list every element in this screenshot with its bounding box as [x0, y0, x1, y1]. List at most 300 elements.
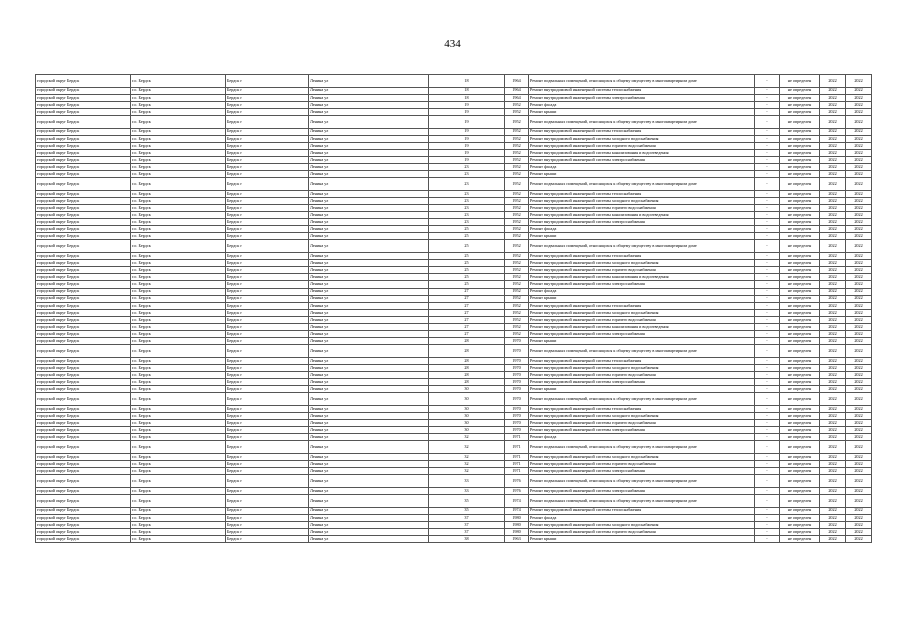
- cell-house-number: 37: [429, 528, 505, 535]
- cell-build-year: 1952: [505, 226, 529, 233]
- cell-build-year: 1952: [505, 108, 529, 115]
- cell-dash: -: [755, 405, 780, 412]
- cell-status: не определен: [780, 101, 820, 108]
- cell-street: Ленина ул: [309, 427, 429, 434]
- table-row: [36, 487, 872, 494]
- cell-year-end: 2022: [846, 434, 872, 441]
- cell-work-type: Ремонт фасада: [529, 288, 755, 295]
- cell-build-year: 1980: [505, 528, 529, 535]
- cell-settlement: г.о. Бердск: [131, 372, 226, 379]
- cell-city: Бердск г: [226, 233, 309, 240]
- cell-street: Ленина ул: [309, 454, 429, 461]
- cell-settlement: г.о. Бердск: [131, 295, 226, 302]
- cell-year-end: 2022: [846, 295, 872, 302]
- cell-status: не определен: [780, 302, 820, 309]
- cell-year-start: 2022: [820, 197, 846, 204]
- cell-year-start: 2022: [820, 101, 846, 108]
- cell-work-type: Ремонт внутридомовой инженерной системы горячего водоснабжения: [529, 142, 755, 149]
- cell-year-start: 2022: [820, 357, 846, 364]
- cell-build-year: 1970: [505, 357, 529, 364]
- cell-work-type: Ремонт внутридомовой инженерной системы электроснабжения: [529, 219, 755, 226]
- cell-settlement: г.о. Бердск: [131, 135, 226, 142]
- cell-work-type: Ремонт подвальных помещений, относящихся к общему имуществу в многоквартирном доме: [529, 494, 755, 507]
- cell-build-year: 1952: [505, 240, 529, 253]
- table-row: [36, 434, 872, 441]
- cell-year-start: 2022: [820, 156, 846, 163]
- table-row: [36, 475, 872, 488]
- cell-year-end: 2022: [846, 507, 872, 514]
- cell-year-end: 2022: [846, 441, 872, 454]
- table-row: [36, 379, 872, 386]
- cell-dash: -: [755, 219, 780, 226]
- cell-street: Ленина ул: [309, 441, 429, 454]
- cell-city: Бердск г: [226, 487, 309, 494]
- cell-settlement: г.о. Бердск: [131, 528, 226, 535]
- table-row: [36, 364, 872, 371]
- cell-city: Бердск г: [226, 379, 309, 386]
- cell-year-end: 2022: [846, 309, 872, 316]
- cell-year-start: 2022: [820, 142, 846, 149]
- cell-house-number: 35: [429, 507, 505, 514]
- cell-build-year: 1980: [505, 514, 529, 521]
- cell-year-end: 2022: [846, 115, 872, 128]
- table-row: [36, 135, 872, 142]
- cell-street: Ленина ул: [309, 302, 429, 309]
- cell-build-year: 1971: [505, 468, 529, 475]
- cell-house-number: 25: [429, 260, 505, 267]
- cell-year-end: 2022: [846, 302, 872, 309]
- cell-year-end: 2022: [846, 171, 872, 178]
- cell-year-start: 2022: [820, 164, 846, 171]
- cell-work-type: Ремонт подвальных помещений, относящихся к общему имуществу в многоквартирном доме: [529, 345, 755, 358]
- cell-house-number: 23: [429, 197, 505, 204]
- cell-municipality: городской округ Бердск: [36, 197, 131, 204]
- cell-build-year: 1952: [505, 142, 529, 149]
- cell-settlement: г.о. Бердск: [131, 324, 226, 331]
- cell-settlement: г.о. Бердск: [131, 260, 226, 267]
- cell-settlement: г.о. Бердск: [131, 233, 226, 240]
- cell-build-year: 1952: [505, 171, 529, 178]
- cell-status: не определен: [780, 316, 820, 323]
- table-row: [36, 87, 872, 94]
- cell-house-number: 19: [429, 156, 505, 163]
- cell-year-end: 2022: [846, 331, 872, 338]
- cell-municipality: городской округ Бердск: [36, 434, 131, 441]
- cell-street: Ленина ул: [309, 405, 429, 412]
- cell-municipality: городской округ Бердск: [36, 461, 131, 468]
- cell-city: Бердск г: [226, 178, 309, 191]
- table-row: [36, 316, 872, 323]
- cell-settlement: г.о. Бердск: [131, 420, 226, 427]
- cell-year-end: 2022: [846, 274, 872, 281]
- cell-dash: -: [755, 281, 780, 288]
- cell-dash: -: [755, 316, 780, 323]
- cell-build-year: 1980: [505, 521, 529, 528]
- cell-house-number: 25: [429, 240, 505, 253]
- cell-street: Ленина ул: [309, 528, 429, 535]
- cell-city: Бердск г: [226, 427, 309, 434]
- cell-work-type: Ремонт подвальных помещений, относящихся к общему имуществу в многоквартирном доме: [529, 240, 755, 253]
- cell-street: Ленина ул: [309, 190, 429, 197]
- cell-build-year: 1970: [505, 413, 529, 420]
- cell-year-end: 2022: [846, 316, 872, 323]
- cell-year-start: 2022: [820, 535, 846, 542]
- cell-status: не определен: [780, 295, 820, 302]
- cell-street: Ленина ул: [309, 295, 429, 302]
- cell-status: не определен: [780, 405, 820, 412]
- cell-settlement: г.о. Бердск: [131, 507, 226, 514]
- cell-municipality: городской округ Бердск: [36, 324, 131, 331]
- cell-status: не определен: [780, 190, 820, 197]
- cell-year-end: 2022: [846, 487, 872, 494]
- cell-street: Ленина ул: [309, 226, 429, 233]
- cell-year-start: 2022: [820, 128, 846, 135]
- cell-work-type: Ремонт крыши: [529, 171, 755, 178]
- cell-year-start: 2022: [820, 205, 846, 212]
- cell-work-type: Ремонт фасада: [529, 164, 755, 171]
- cell-work-type: Ремонт внутридомовой инженерной системы теплоснабжения: [529, 405, 755, 412]
- cell-build-year: 1970: [505, 364, 529, 371]
- cell-work-type: Ремонт фасада: [529, 226, 755, 233]
- cell-municipality: городской округ Бердск: [36, 475, 131, 488]
- cell-work-type: Ремонт внутридомовой инженерной системы горячего водоснабжения: [529, 316, 755, 323]
- cell-year-end: 2022: [846, 494, 872, 507]
- cell-year-start: 2022: [820, 514, 846, 521]
- cell-dash: -: [755, 128, 780, 135]
- cell-status: не определен: [780, 379, 820, 386]
- cell-year-end: 2022: [846, 345, 872, 358]
- cell-status: не определен: [780, 197, 820, 204]
- cell-dash: -: [755, 142, 780, 149]
- cell-house-number: 30: [429, 386, 505, 393]
- cell-build-year: 1970: [505, 427, 529, 434]
- cell-house-number: 28: [429, 372, 505, 379]
- cell-build-year: 1952: [505, 309, 529, 316]
- cell-street: Ленина ул: [309, 331, 429, 338]
- cell-house-number: 28: [429, 338, 505, 345]
- cell-house-number: 33: [429, 487, 505, 494]
- cell-municipality: городской округ Бердск: [36, 205, 131, 212]
- cell-work-type: Ремонт внутридомовой инженерной системы холодного водоснабжения: [529, 135, 755, 142]
- cell-build-year: 1970: [505, 345, 529, 358]
- cell-settlement: г.о. Бердск: [131, 379, 226, 386]
- cell-year-start: 2022: [820, 253, 846, 260]
- cell-settlement: г.о. Бердск: [131, 441, 226, 454]
- cell-status: не определен: [780, 494, 820, 507]
- cell-year-end: 2022: [846, 267, 872, 274]
- cell-work-type: Ремонт внутридомовой инженерной системы теплоснабжения: [529, 253, 755, 260]
- cell-city: Бердск г: [226, 156, 309, 163]
- cell-street: Ленина ул: [309, 94, 429, 101]
- cell-status: не определен: [780, 253, 820, 260]
- cell-dash: -: [755, 427, 780, 434]
- cell-year-start: 2022: [820, 302, 846, 309]
- table-row: [36, 115, 872, 128]
- cell-municipality: городской округ Бердск: [36, 487, 131, 494]
- cell-city: Бердск г: [226, 142, 309, 149]
- cell-dash: -: [755, 274, 780, 281]
- cell-settlement: г.о. Бердск: [131, 514, 226, 521]
- cell-settlement: г.о. Бердск: [131, 494, 226, 507]
- cell-work-type: Ремонт внутридомовой инженерной системы канализования и водоотведения: [529, 324, 755, 331]
- cell-work-type: Ремонт внутридомовой инженерной системы горячего водоснабжения: [529, 420, 755, 427]
- cell-municipality: городской округ Бердск: [36, 514, 131, 521]
- cell-house-number: 27: [429, 316, 505, 323]
- cell-year-start: 2022: [820, 149, 846, 156]
- cell-work-type: Ремонт крыши: [529, 386, 755, 393]
- table-row: [36, 75, 872, 88]
- table-row: [36, 197, 872, 204]
- cell-status: не определен: [780, 372, 820, 379]
- cell-settlement: г.о. Бердск: [131, 164, 226, 171]
- cell-house-number: 28: [429, 379, 505, 386]
- cell-status: не определен: [780, 338, 820, 345]
- table-row: [36, 441, 872, 454]
- cell-city: Бердск г: [226, 267, 309, 274]
- cell-municipality: городской округ Бердск: [36, 267, 131, 274]
- cell-municipality: городской округ Бердск: [36, 260, 131, 267]
- cell-year-end: 2022: [846, 535, 872, 542]
- table-row: [36, 468, 872, 475]
- cell-status: не определен: [780, 364, 820, 371]
- cell-house-number: 18: [429, 75, 505, 88]
- cell-status: не определен: [780, 135, 820, 142]
- cell-house-number: 37: [429, 521, 505, 528]
- cell-year-end: 2022: [846, 212, 872, 219]
- cell-work-type: Ремонт внутридомовой инженерной системы холодного водоснабжения: [529, 197, 755, 204]
- cell-year-start: 2022: [820, 135, 846, 142]
- cell-house-number: 27: [429, 324, 505, 331]
- cell-build-year: 1964: [505, 75, 529, 88]
- cell-work-type: Ремонт крыши: [529, 233, 755, 240]
- cell-year-start: 2022: [820, 178, 846, 191]
- cell-year-end: 2022: [846, 420, 872, 427]
- cell-municipality: городской округ Бердск: [36, 372, 131, 379]
- cell-build-year: 1952: [505, 149, 529, 156]
- cell-status: не определен: [780, 281, 820, 288]
- cell-dash: -: [755, 324, 780, 331]
- cell-city: Бердск г: [226, 108, 309, 115]
- cell-status: не определен: [780, 514, 820, 521]
- cell-municipality: городской округ Бердск: [36, 331, 131, 338]
- cell-year-end: 2022: [846, 364, 872, 371]
- cell-work-type: Ремонт внутридомовой инженерной системы теплоснабжения: [529, 357, 755, 364]
- cell-build-year: 1971: [505, 441, 529, 454]
- cell-street: Ленина ул: [309, 156, 429, 163]
- cell-dash: -: [755, 364, 780, 371]
- cell-status: не определен: [780, 164, 820, 171]
- cell-house-number: 19: [429, 135, 505, 142]
- cell-year-end: 2022: [846, 405, 872, 412]
- cell-work-type: Ремонт внутридомовой инженерной системы теплоснабжения: [529, 302, 755, 309]
- cell-settlement: г.о. Бердск: [131, 197, 226, 204]
- cell-city: Бердск г: [226, 87, 309, 94]
- cell-work-type: Ремонт внутридомовой инженерной системы теплоснабжения: [529, 190, 755, 197]
- cell-dash: -: [755, 441, 780, 454]
- table-row: [36, 393, 872, 406]
- cell-build-year: 1970: [505, 405, 529, 412]
- cell-work-type: Ремонт подвальных помещений, относящихся к общему имуществу в многоквартирном доме: [529, 441, 755, 454]
- table-row: [36, 521, 872, 528]
- cell-year-start: 2022: [820, 338, 846, 345]
- cell-dash: -: [755, 267, 780, 274]
- cell-status: не определен: [780, 475, 820, 488]
- cell-status: не определен: [780, 420, 820, 427]
- cell-year-start: 2022: [820, 441, 846, 454]
- cell-status: не определен: [780, 240, 820, 253]
- cell-year-start: 2022: [820, 324, 846, 331]
- cell-municipality: городской округ Бердск: [36, 521, 131, 528]
- cell-build-year: 1952: [505, 295, 529, 302]
- cell-street: Ленина ул: [309, 386, 429, 393]
- cell-house-number: 25: [429, 253, 505, 260]
- cell-municipality: городской округ Бердск: [36, 226, 131, 233]
- cell-street: Ленина ул: [309, 413, 429, 420]
- cell-city: Бердск г: [226, 338, 309, 345]
- table-row: [36, 164, 872, 171]
- cell-build-year: 1952: [505, 135, 529, 142]
- cell-dash: -: [755, 475, 780, 488]
- cell-year-end: 2022: [846, 205, 872, 212]
- cell-city: Бердск г: [226, 128, 309, 135]
- cell-status: не определен: [780, 413, 820, 420]
- cell-city: Бердск г: [226, 75, 309, 88]
- cell-house-number: 27: [429, 288, 505, 295]
- cell-status: не определен: [780, 507, 820, 514]
- cell-street: Ленина ул: [309, 420, 429, 427]
- cell-status: не определен: [780, 345, 820, 358]
- cell-year-start: 2022: [820, 393, 846, 406]
- cell-dash: -: [755, 94, 780, 101]
- cell-status: не определен: [780, 521, 820, 528]
- cell-build-year: 1952: [505, 267, 529, 274]
- cell-street: Ленина ул: [309, 171, 429, 178]
- cell-municipality: городской округ Бердск: [36, 212, 131, 219]
- cell-year-end: 2022: [846, 253, 872, 260]
- table-row: [36, 514, 872, 521]
- cell-build-year: 1952: [505, 331, 529, 338]
- cell-settlement: г.о. Бердск: [131, 267, 226, 274]
- cell-year-start: 2022: [820, 240, 846, 253]
- cell-city: Бердск г: [226, 205, 309, 212]
- cell-house-number: 25: [429, 233, 505, 240]
- cell-street: Ленина ул: [309, 372, 429, 379]
- cell-build-year: 1952: [505, 178, 529, 191]
- cell-dash: -: [755, 295, 780, 302]
- cell-year-end: 2022: [846, 393, 872, 406]
- table-row: [36, 253, 872, 260]
- cell-status: не определен: [780, 434, 820, 441]
- cell-year-start: 2022: [820, 190, 846, 197]
- cell-house-number: 25: [429, 281, 505, 288]
- table-row: [36, 171, 872, 178]
- cell-dash: -: [755, 434, 780, 441]
- cell-work-type: Ремонт крыши: [529, 338, 755, 345]
- cell-year-end: 2022: [846, 386, 872, 393]
- cell-house-number: 19: [429, 142, 505, 149]
- cell-status: не определен: [780, 357, 820, 364]
- cell-house-number: 30: [429, 405, 505, 412]
- cell-build-year: 1952: [505, 316, 529, 323]
- cell-street: Ленина ул: [309, 468, 429, 475]
- cell-dash: -: [755, 507, 780, 514]
- cell-house-number: 25: [429, 226, 505, 233]
- cell-settlement: г.о. Бердск: [131, 253, 226, 260]
- cell-work-type: Ремонт подвальных помещений, относящихся к общему имуществу в многоквартирном доме: [529, 178, 755, 191]
- cell-work-type: Ремонт внутридомовой инженерной системы электроснабжения: [529, 281, 755, 288]
- cell-status: не определен: [780, 226, 820, 233]
- cell-dash: -: [755, 487, 780, 494]
- cell-dash: -: [755, 521, 780, 528]
- table-row: [36, 386, 872, 393]
- cell-year-end: 2022: [846, 461, 872, 468]
- cell-year-end: 2022: [846, 108, 872, 115]
- cell-house-number: 32: [429, 441, 505, 454]
- cell-build-year: 1952: [505, 219, 529, 226]
- table-row: [36, 281, 872, 288]
- cell-municipality: городской округ Бердск: [36, 413, 131, 420]
- cell-settlement: г.о. Бердск: [131, 468, 226, 475]
- cell-year-end: 2022: [846, 357, 872, 364]
- cell-build-year: 1976: [505, 475, 529, 488]
- cell-municipality: городской округ Бердск: [36, 338, 131, 345]
- cell-street: Ленина ул: [309, 461, 429, 468]
- table-row: [36, 413, 872, 420]
- cell-municipality: городской округ Бердск: [36, 87, 131, 94]
- cell-dash: -: [755, 379, 780, 386]
- cell-street: Ленина ул: [309, 364, 429, 371]
- cell-status: не определен: [780, 94, 820, 101]
- cell-year-start: 2022: [820, 288, 846, 295]
- cell-city: Бердск г: [226, 164, 309, 171]
- cell-city: Бердск г: [226, 357, 309, 364]
- cell-settlement: г.о. Бердск: [131, 240, 226, 253]
- cell-year-start: 2022: [820, 171, 846, 178]
- cell-settlement: г.о. Бердск: [131, 427, 226, 434]
- cell-year-start: 2022: [820, 219, 846, 226]
- cell-city: Бердск г: [226, 372, 309, 379]
- cell-street: Ленина ул: [309, 521, 429, 528]
- cell-street: Ленина ул: [309, 108, 429, 115]
- cell-settlement: г.о. Бердск: [131, 475, 226, 488]
- cell-settlement: г.о. Бердск: [131, 454, 226, 461]
- cell-build-year: 1952: [505, 233, 529, 240]
- cell-year-start: 2022: [820, 379, 846, 386]
- cell-municipality: городской округ Бердск: [36, 302, 131, 309]
- cell-build-year: 1970: [505, 372, 529, 379]
- cell-year-start: 2022: [820, 226, 846, 233]
- cell-work-type: Ремонт внутридомовой инженерной системы холодного водоснабжения: [529, 454, 755, 461]
- cell-settlement: г.о. Бердск: [131, 434, 226, 441]
- cell-street: Ленина ул: [309, 309, 429, 316]
- cell-city: Бердск г: [226, 281, 309, 288]
- table-row: [36, 212, 872, 219]
- table-row: [36, 345, 872, 358]
- cell-work-type: Ремонт внутридомовой инженерной системы электроснабжения: [529, 487, 755, 494]
- cell-house-number: 35: [429, 494, 505, 507]
- cell-house-number: 30: [429, 393, 505, 406]
- cell-year-start: 2022: [820, 364, 846, 371]
- table-row: [36, 156, 872, 163]
- cell-build-year: 1970: [505, 379, 529, 386]
- cell-status: не определен: [780, 87, 820, 94]
- cell-municipality: городской округ Бердск: [36, 535, 131, 542]
- table-row: [36, 420, 872, 427]
- cell-build-year: 1963: [505, 535, 529, 542]
- cell-year-end: 2022: [846, 379, 872, 386]
- table-row: [36, 149, 872, 156]
- cell-settlement: г.о. Бердск: [131, 94, 226, 101]
